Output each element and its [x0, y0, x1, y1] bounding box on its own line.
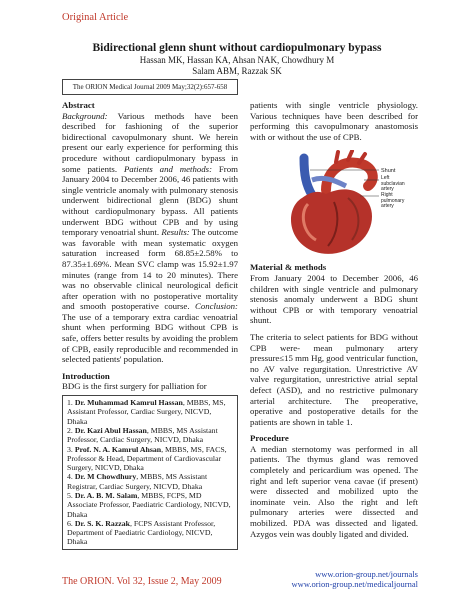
journal-footer: The ORION. Vol 32, Issue 2, May 2009: [62, 576, 222, 587]
authors-line-2: Salam ABM, Razzak SK: [192, 66, 282, 76]
affiliation-name: Prof. N. A. Kamrul Ahsan: [74, 444, 162, 454]
materials-text: From January 2004 to December 2006, 46 children with single ventricle and pulmonary stenosis anomaly underwent a BDG shunt without CPB or with temporary venoatrial shunt.: [250, 272, 418, 326]
article-title: Bidirectional glenn shunt without cardiopulmonary bypass: [92, 42, 382, 54]
introduction-continued: patients with single ventricle physiology. Various techniques have been described for performing this cavopulmonary anastomosis with or without the use of CPB.: [250, 100, 418, 142]
affiliation-details: , MBBS, MS, FACS, Professor & Head, Department of Cardiovascular Surgery, NICVD, Dhaka: [67, 444, 227, 473]
author-list: [0, 55, 474, 77]
heart-figure: [264, 150, 414, 258]
medical-journal-url-link[interactable]: www.orion-group.net/medicaljournal: [291, 579, 418, 589]
affiliation-item: [67, 519, 233, 547]
affiliation-item: [67, 398, 233, 426]
background-text: Various methods have been described for fashioning of the superior bidirectional cavopulmonary shunt. We herein present our early experience for performing this procedure without cardiopulmonary bypass in some patients.: [62, 110, 238, 174]
results-text: The outcome was favorable with mean systematic oxygen saturation increased form 68.85±2.58% to 87.35±1.69%. Mean SVC clamp was 15.92±1.97 minutes (range from 14 to 20 minutes). There was no observable clinical neurological deficit after operation with no postoperative mortality and smooth postoperative course.: [62, 227, 238, 312]
affiliation-number: 4.: [67, 472, 73, 482]
methods-text: From January 2004 to December 2006, 46 patients with single ventricle anomaly with pulmonary stenosis underwent bidirectional glenn (BDG) shunt without cardiopulmonary bypass. All patients underwent BDG without CPB and by using temporary venoatrial shunt.: [62, 163, 238, 238]
affiliation-details: , MBBS, MS Assistant Professor, Cardiac Surgery, NICVD, Dhaka: [67, 425, 218, 445]
affiliation-name: Dr. A. B. M. Salam: [74, 491, 138, 500]
background-label: Background:: [62, 110, 108, 121]
affiliations-box: [62, 395, 238, 550]
procedure-heading: Procedure: [250, 433, 289, 444]
introduction-text: BDG is the first surgery for palliation for: [62, 381, 207, 392]
introduction-heading: Introduction: [62, 370, 110, 381]
abstract-heading: Abstract: [62, 100, 95, 110]
affiliation-details: , MBBS, MS, Assistant Professor, Cardiac Surgery, NICVD, Dhaka: [67, 398, 226, 426]
label-left-subclavian: Left subclavian artery: [381, 175, 405, 193]
affiliation-details: , MBBS, FCPS, MD Associate Professor, Paediatric Cardiology, NICVD, Dhaka: [67, 491, 231, 519]
right-column: [250, 100, 418, 539]
affiliation-item: [67, 426, 233, 445]
journal-url-link[interactable]: www.orion-group.net/journals: [315, 569, 418, 579]
affiliation-number: 3.: [67, 444, 73, 454]
affiliation-number: 2.: [67, 425, 73, 435]
affiliation-item: [67, 491, 233, 519]
conclusion-text: The use of a temporary extra cardiac venoatrial shunt when performing BDG without CPB is safe, offers better results by avoiding the problem of CPB, easily reproducible and recommended in selected patients' population.: [62, 311, 238, 365]
affiliation-number: 1.: [67, 398, 73, 408]
affiliation-name: Dr. S. K. Razzak: [74, 518, 130, 528]
left-column: [62, 100, 238, 550]
results-label: Results:: [161, 227, 190, 238]
methods-label: Patients and methods:: [123, 163, 213, 174]
criteria-text: The criteria to select patients for BDG without CPB were- mean pulmonary artery pressure≤15 mm Hg, good ventricular function, no AV valve regurgitation. Unrestrictive AV valve regurgitation, unrestrictive atrial septal defect (ASD), and no restrictive pulmonary arterial architecture. The preoperative, operative and postoperative details for the patients are shown in table 1.: [250, 331, 418, 427]
affiliation-item: [67, 472, 233, 491]
article-type-label: Original Article: [62, 12, 129, 23]
affiliation-details: , FCPS Assistant Professor, Department of Paediatric Cardiology, NICVD, Dhaka: [67, 518, 216, 547]
affiliation-number: 5.: [67, 491, 73, 500]
affiliation-item: [67, 445, 233, 473]
footer-links: [250, 569, 418, 589]
affiliation-name: Dr. M Chowdhury: [74, 472, 137, 482]
materials-heading: Material & methods: [250, 262, 327, 273]
label-right-pulmonary: Right pulmonary artery: [381, 192, 405, 210]
affiliation-number: 6.: [67, 518, 73, 528]
label-shunt: Shunt: [381, 168, 396, 175]
affiliation-name: Dr. Kazi Abul Hassan: [74, 425, 147, 435]
procedure-text: A median sternotomy was performed in all patients. The thymus gland was removed completely and pericardium was opened. The right and left superior vena cavae (if present) were dissected and mobilized upto the inominate vein. Also the right and left pulmonary arteries were dissected and mobilized. PDA was dissected and ligated. Azygos vein was doubly ligated and divided.: [250, 443, 418, 539]
conclusion-label: Conclusion:: [194, 301, 238, 312]
affiliation-name: Dr. Muhammad Kamrul Hassan: [74, 398, 183, 408]
authors-line-1: Hassan MK, Hassan KA, Ahsan NAK, Chowdhury M: [139, 55, 335, 65]
affiliation-details: , MBBS, MS Assistant Registrar, Cardiac Surgery, NICVD, Dhaka: [67, 472, 208, 491]
citation-box: The ORION Medical Journal 2009 May;32(2):657-658: [62, 79, 238, 95]
abstract-body: [62, 111, 238, 365]
